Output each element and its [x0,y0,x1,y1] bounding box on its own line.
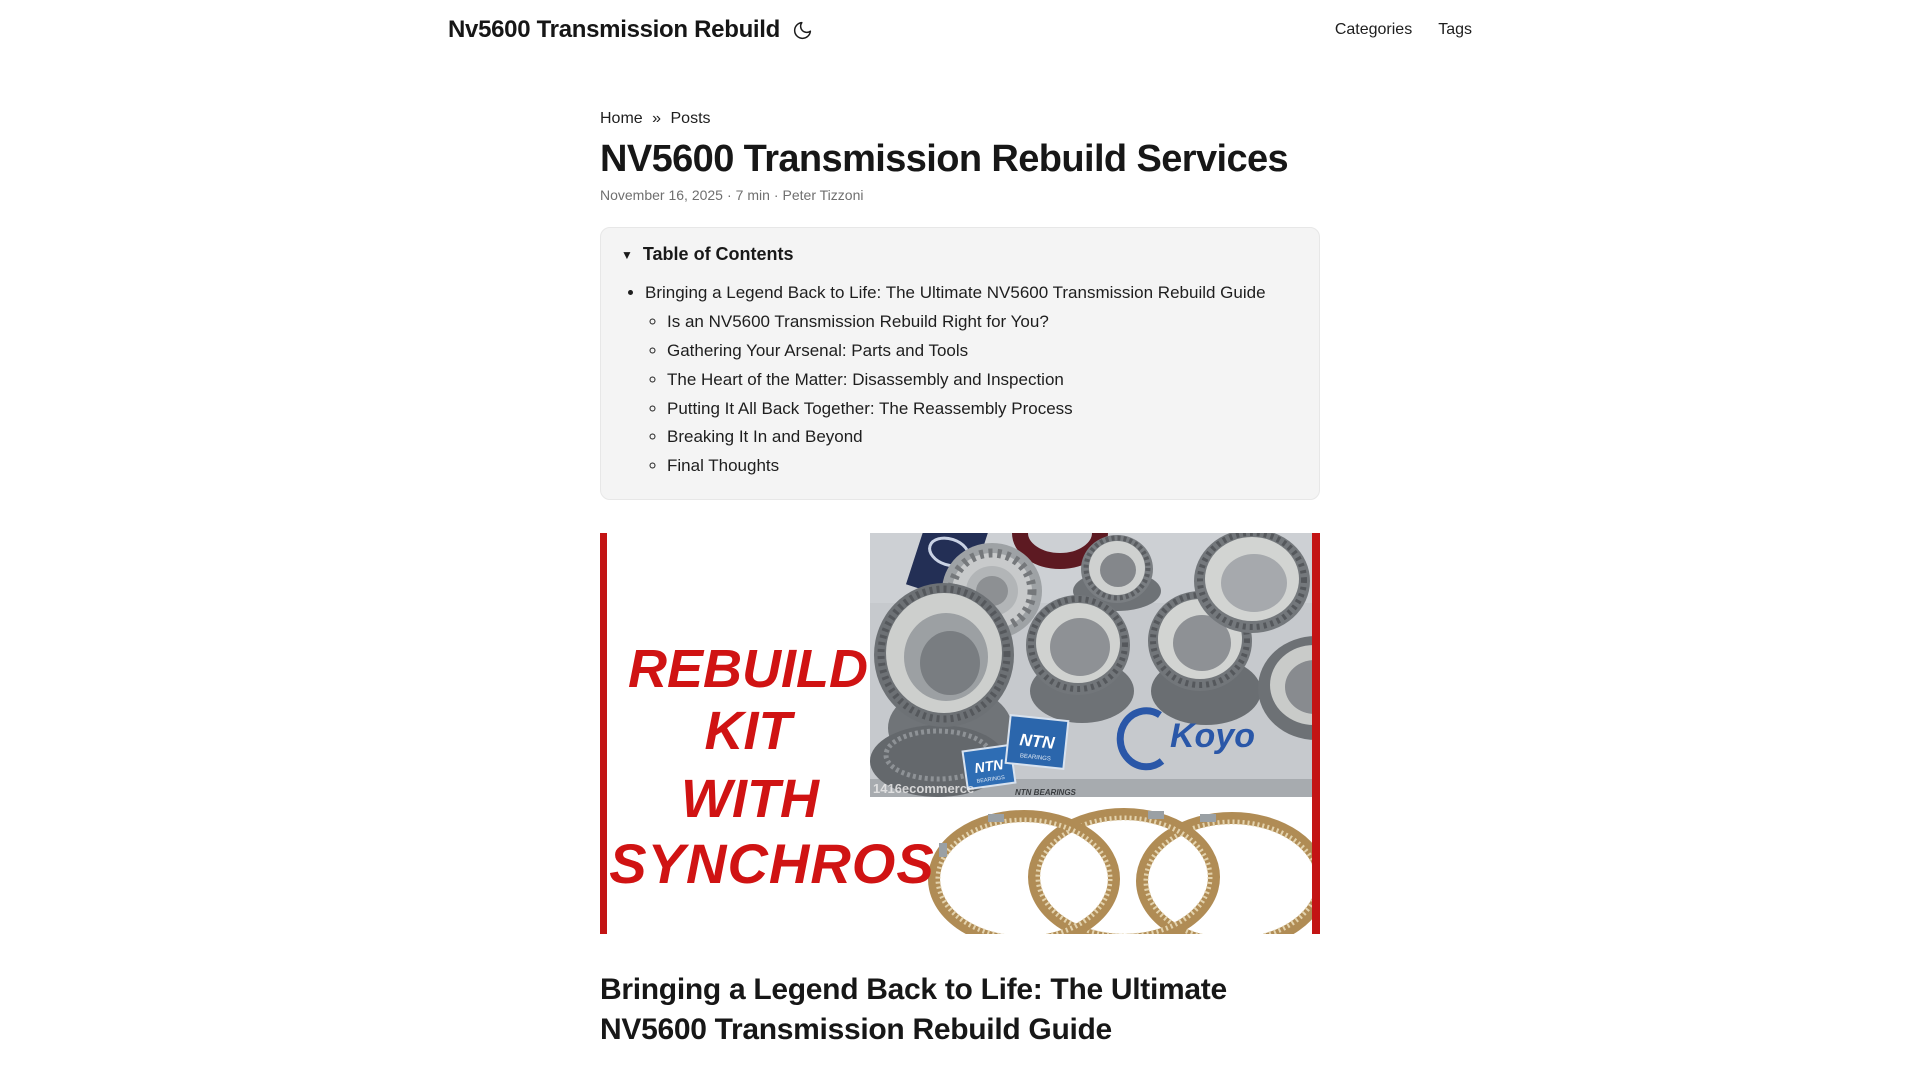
toc-collapse-icon: ▼ [621,247,633,262]
toc-item [645,279,1299,481]
moon-icon [792,20,813,41]
site-header [0,0,1920,60]
toc-item [667,452,1299,481]
svg-text:REBUILD: REBUILD [628,639,868,700]
bearings-photo [870,533,1320,797]
toc-link-reassembly[interactable]: Putting It All Back Together: The Reassembly Process [667,398,1073,418]
toc-link-parts-tools[interactable]: Gathering Your Arsenal: Parts and Tools [667,340,969,360]
tapered-bearing-center [1026,595,1134,723]
toc-item [667,395,1299,424]
breadcrumb-home-link[interactable]: Home [600,110,643,127]
toc-item [667,423,1299,452]
toc-item [667,337,1299,366]
svg-text:KIT: KIT [704,701,792,762]
toc-link-final-thoughts[interactable]: Final Thoughts [667,456,780,476]
breadcrumb-posts-link[interactable]: Posts [670,110,711,127]
site-title-link[interactable]: Nv5600 Transmission Rebuild [448,16,781,43]
post-cover-figure [600,533,1320,934]
right-red-stripe [1312,533,1320,934]
rebuild-kit-cover-image [600,533,1320,934]
svg-text:BEARINGS: BEARINGS [976,775,1006,786]
svg-text:Koyo: Koyo [1170,717,1255,756]
section-heading-line2: NV5600 Transmission Rebuild Guide [600,1013,1112,1047]
left-red-stripe [600,533,607,934]
meta-separator: · [773,187,779,203]
toc-link-right-for-you[interactable]: Is an NV5600 Transmission Rebuild Right for You? [667,311,1049,331]
ntn-box-large [1006,715,1069,769]
table-of-contents [600,227,1320,500]
post-author: Peter Tizzoni [782,187,864,203]
photo-caption: NTN BEARINGS [1015,788,1076,798]
toc-title: Table of Contents [642,244,794,264]
nav-tags-link[interactable]: Tags [1438,21,1472,38]
theme-toggle-button[interactable] [792,20,813,41]
section-heading [600,970,1320,1050]
photo-watermark: 1416ecommerce [873,781,975,797]
meta-separator: · [726,187,732,203]
toc-link-disassembly[interactable]: The Heart of the Matter: Disassembly and Inspection [667,369,1064,389]
post-read-time: 7 min [735,187,770,203]
svg-text:NTN: NTN [1018,730,1056,754]
toc-item [667,366,1299,395]
post-main [600,110,1320,1050]
post-title: NV5600 Transmission Rebuild Services [600,138,1289,180]
toc-item [667,308,1299,337]
breadcrumb-separator: » [652,110,662,127]
nav-categories-link[interactable]: Categories [1334,21,1413,38]
toc-summary[interactable] [621,240,1299,269]
post-meta [600,187,1320,203]
toc-link-breaking-in[interactable]: Breaking It In and Beyond [667,427,863,447]
svg-text:SYNCHROS: SYNCHROS [609,832,935,896]
svg-text:BEARINGS: BEARINGS [1019,753,1052,763]
svg-text:NTN: NTN [973,756,1005,777]
post-date: November 16, 2025 [600,187,723,203]
breadcrumb [600,110,1320,128]
section-heading-line1: Bringing a Legend Back to Life: The Ultimate [600,973,1227,1007]
main-menu [1335,21,1472,39]
svg-text:WITH: WITH [681,769,819,830]
toc-link-guide[interactable]: Bringing a Legend Back to Life: The Ultimate NV5600 Transmission Rebuild Guide [645,283,1266,302]
